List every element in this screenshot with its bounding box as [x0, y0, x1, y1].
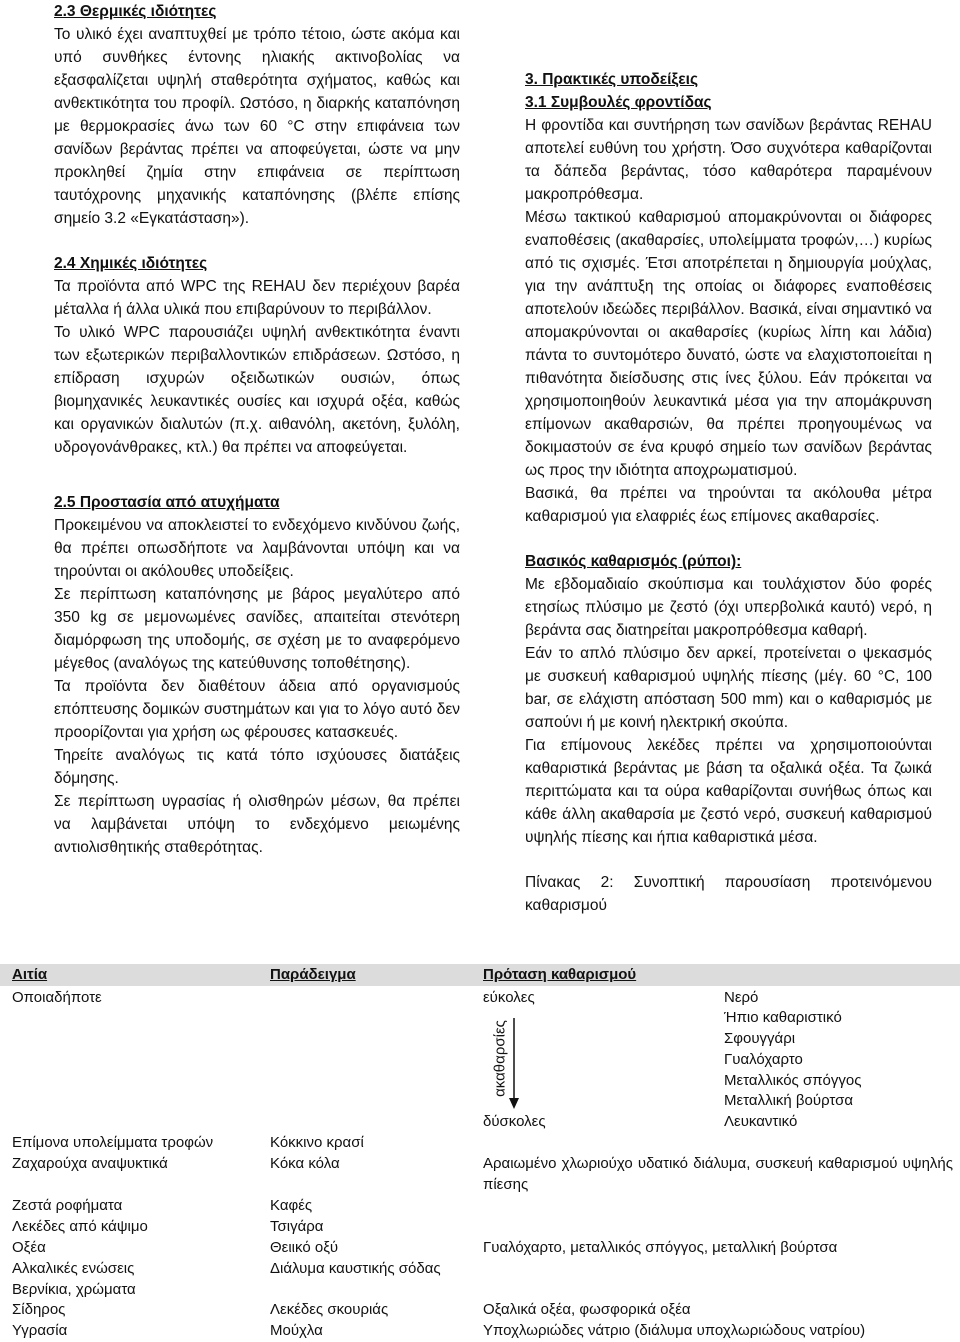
vertical-dirt-label: ακαθαρσίες: [491, 1020, 509, 1097]
example-4: Τσιγάρα: [270, 1218, 324, 1235]
basic-cleaning-para-2: Εάν το απλό πλύσιμο δεν αρκεί, προτείνεται ο ψεκασμός με συσκευή καθαρισμού υψηλής πίεσης (μέγ. 60 °C, 100 bar, σε ελάχιστη απόσταση 500 mm) και ο καθαρισμός με σαπούνι ή με κοινή ηλεκτρική σκούπα.: [525, 645, 932, 731]
section-3-1-para-1: Η φροντίδα και συντήρηση των σανίδων βεράντας REHAU αποτελεί ευθύνη του χρήστη. Όσο συχνότερα καθαρίζονται τα δάπεδα βεράντας, τόσο καθαρότερα παραμένουν μακροπρόθεσμα.: [525, 117, 932, 203]
cause-5: Οξέα: [12, 1239, 46, 1256]
method-1: Νερό: [724, 989, 759, 1006]
proposal-4: Υποχλωριώδες νάτριο (διάλυμα υποχλωριώδους νατρίου): [483, 1322, 866, 1339]
basic-cleaning-para-1: Με εβδομαδιαίο σκούπισμα και τουλάχιστον δύο φορές ετησίως πλύσιμο με ζεστό (όχι υπερβολικά καυτό) νερό, η βεράντα σας διατηρείται μακροπρόθεσμα καθαρή.: [525, 576, 932, 639]
example-8: Λεκέδες σκουριάς: [270, 1301, 389, 1318]
header-cause: Αιτία: [12, 966, 48, 983]
section-2-3-text: Το υλικό έχει αναπτυχθεί με τρόπο τέτοιο, ώστε ακόμα και υπό συνθήκες έντονης ηλιακής ακτινοβολίας να εξασφαλίζεται υψηλή σταθερότητα σχήματος, καθώς και ανθεκτικότητα του προφίλ. Ωστόσο, η διαρκής καταπόνηση με θερμοκρασίες άνω των 60 °C στην επιφάνεια των σανίδων βεράντας πρέπει να αποφεύγεται, ώστε να μην προκληθεί ζημία στην επιφάνεια σε περίπτωση ταυτόχρονης μηχανικής καταπόνησης (βλέπε επίσης σημείο 3.2 «Εγκατάσταση»).: [54, 26, 460, 227]
cause-8: Σίδηρος: [12, 1301, 66, 1318]
proposal-1: Αραιωμένο χλωριούχο υδατικό διάλυμα, συσκευή καθαρισμού υψηλής πίεσης: [483, 1155, 953, 1193]
example-2: Κόκα κόλα: [270, 1155, 340, 1172]
hard-label: δύσκολες: [483, 1113, 546, 1130]
example-6: Διάλυμα καυστικής σόδας: [270, 1260, 441, 1277]
section-3-1-para-2: Μέσω τακτικού καθαρισμού απομακρύνονται οι διάφορες εναποθέσεις (ακαθαρσίες, υπολείμματα τροφών,…) κυρίως από τις σχισμές. Έτσι αποτρέπεται η δημιουργία μούχλας, για την ανάπτυξη της οποίας οι διάφορες εναποθέσεις αποτελούν ιδεώδες περιβάλλον. Βασικά, είναι σημαντικό να απομακρύνονται οι ακαθαρσίες (κυρίως λίπη και λάδια) πάντα το συντομότερο δυνατό, ώστε να ελαχιστοποιείται η πιθανότητα διείσδυσης στις ίνες ξύλου. Εάν πρόκειται να χρησιμοποιηθούν λευκαντικά μέσα για την απομάκρυνση επίμονων ακαθαρσιών, θα πρέπει προηγουμένως να δοκιμαστούν σε ένα κρυφό σημείο των σανίδων βεράντας ως προς την ιδιότητα αποχρωματισμού.: [525, 209, 932, 479]
header-proposal: Πρόταση καθαρισμού: [483, 966, 637, 983]
cause-3: Ζεστά ροφήματα: [12, 1197, 123, 1214]
table-header-bar: [0, 964, 960, 986]
cause-6: Αλκαλικές ενώσεις: [12, 1260, 135, 1277]
cause-7: Βερνίκια, χρώματα: [12, 1281, 136, 1298]
proposal-3: Οξαλικά οξέα, φωσφορικά οξέα: [483, 1301, 691, 1318]
method-4: Γυαλόχαρτο: [724, 1051, 803, 1068]
cause-9: Υγρασία: [12, 1322, 68, 1339]
section-2-4-para-1: Τα προϊόντα από WPC της REHAU δεν περιέχουν βαρέα μέταλλα ή άλλα υλικά που επιβαρύνουν το περιβάλλον.: [54, 278, 460, 318]
example-3: Καφές: [270, 1197, 313, 1214]
difficulty-arrow: [491, 1012, 534, 1112]
easy-label: εύκολες: [483, 989, 535, 1006]
left-column: [54, 0, 460, 859]
basic-cleaning-title: Βασικός καθαρισμός (ρύποι):: [525, 553, 742, 570]
table-caption: Πίνακας 2: Συνοπτική παρουσίαση προτεινόμενου καθαρισμού: [525, 874, 932, 914]
example-5: Θειικό οξύ: [270, 1239, 339, 1256]
section-2-5-para-4: Τηρείτε αναλόγως τις κατά τόπο ισχύουσες διατάξεις δόμησης.: [54, 747, 460, 787]
row-any-cause: Οποιαδήποτε: [12, 989, 102, 1006]
section-3-1-para-3: Βασικά, θα πρέπει να τηρούνται τα ακόλουθα μέτρα καθαρισμού για ελαφριές έως επίμονες ακαθαρσίες.: [525, 485, 932, 525]
section-2-5-title: 2.5 Προστασία από ατυχήματα: [54, 494, 280, 511]
header-example: Παράδειγμα: [270, 966, 356, 983]
cause-1: Επίμονα υπολείμματα τροφών: [12, 1134, 214, 1151]
proposal-2: Γυαλόχαρτο, μεταλλικός σπόγγος, μεταλλική βούρτσα: [483, 1239, 838, 1256]
cause-2: Ζαχαρούχα αναψυκτικά: [12, 1155, 168, 1172]
method-2: Ήπιο καθαριστικό: [724, 1009, 842, 1026]
section-3-1-title: 3.1 Συμβουλές φροντίδας: [525, 94, 712, 111]
basic-cleaning-para-3: Για επίμονους λεκέδες πρέπει να χρησιμοποιούνται καθαριστικά βεράντας με βάση τα οξαλικά οξέα. Τα ζωικά περιττώματα και τα ούρα καθαρίζονται συνήθως όπως και κάθε άλλη ακαθαρσία με ζεστό νερό, συσκευή καθαρισμού υψηλής πίεσης και ήπια καθαριστικά μέσα.: [525, 737, 932, 846]
section-3-title: 3. Πρακτικές υποδείξεις: [525, 71, 699, 88]
section-2-5-para-1: Προκειμένου να αποκλειστεί το ενδεχόμενο κινδύνου ζωής, θα πρέπει οπωσδήποτε να λαμβάνονται υπόψη και να τηρούνται οι ακόλουθες υποδείξεις.: [54, 517, 460, 580]
right-column: [525, 68, 932, 917]
section-2-5-para-3: Τα προϊόντα δεν διαθέτουν άδεια από οργανισμούς επόπτευσης δομικών συστημάτων και για το λόγο αυτό δεν προορίζονται για χρήση ως φέρουσες κατασκευές.: [54, 678, 460, 741]
section-2-4-title: 2.4 Χημικές ιδιότητες: [54, 255, 208, 272]
cause-4: Λεκέδες από κάψιμο: [12, 1218, 148, 1235]
section-2-4-para-2: Το υλικό WPC παρουσιάζει υψηλή ανθεκτικότητα έναντι των εξωτερικών περιβαλλοντικών επιδράσεων. Ωστόσο, η επίδραση ισχυρών οξειδωτικών ουσιών, όπως βιομηχανικές λευκαντικές ουσίες και ισχυρά οξέα, καθώς και οργανικών διαλυτών (π.χ. αιθανόλη, ακετόνη, ξυλόλη, υδρογονάνθρακες, κτλ.) θα πρέπει να αποφεύγεται.: [54, 324, 460, 456]
method-6: Μεταλλική βούρτσα: [724, 1092, 854, 1109]
section-2-5-para-2: Σε περίπτωση καταπόνησης με βάρος μεγαλύτερο από 350 kg σε μεμονωμένες σανίδες, απαιτείται στενότερη διαμόρφωση της υποδομής, σε σχέση με το αναφερόμενο μέγεθος (αναλόγως της κατεύθυνσης τοποθέτησης).: [54, 586, 460, 672]
example-1: Κόκκινο κρασί: [270, 1134, 364, 1151]
method-5: Μεταλλικός σπόγγος: [724, 1072, 862, 1089]
method-3: Σφουγγάρι: [724, 1030, 796, 1047]
section-2-5-para-5: Σε περίπτωση υγρασίας ή ολισθηρών μέσων, θα πρέπει να λαμβάνεται υπόψη το ενδεχόμενο μειωμένης αντιολισθητικής σταθερότητας.: [54, 793, 460, 856]
section-2-3-title: 2.3 Θερμικές ιδιότητες: [54, 3, 217, 20]
example-9: Μούχλα: [270, 1322, 323, 1339]
method-7: Λευκαντικό: [724, 1113, 798, 1130]
